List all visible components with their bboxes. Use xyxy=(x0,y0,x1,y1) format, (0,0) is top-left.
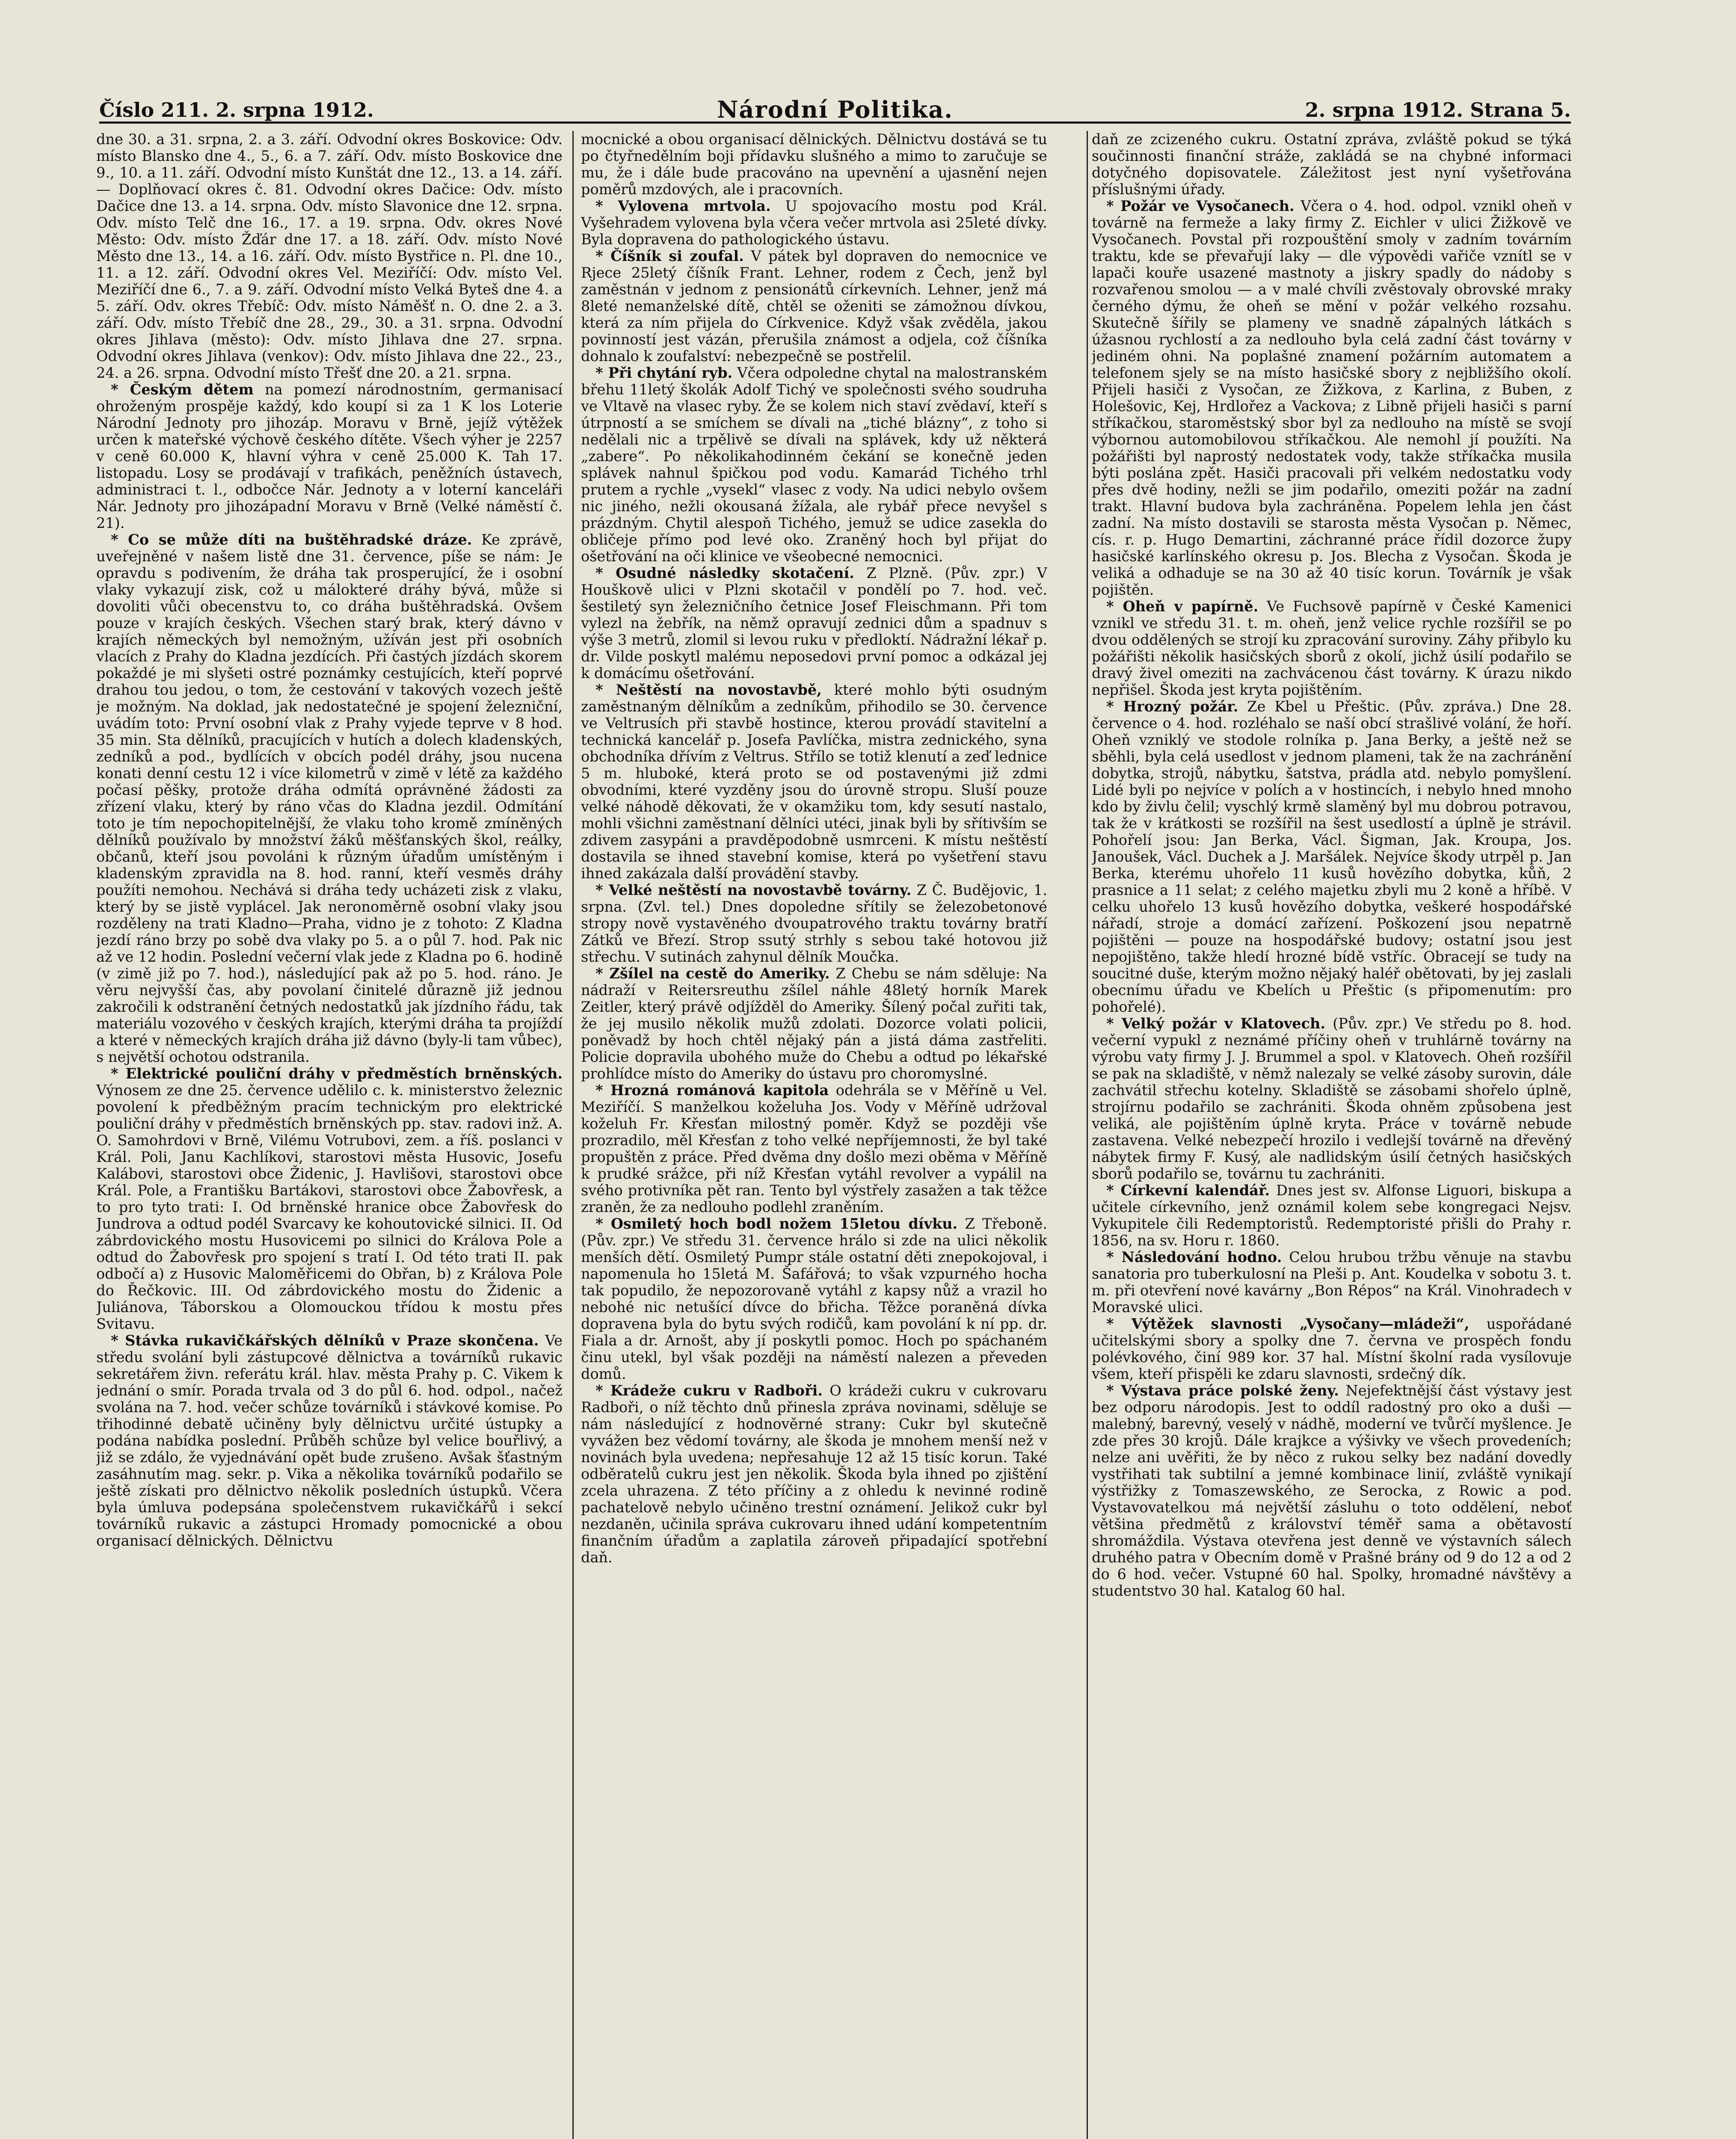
column-divider xyxy=(572,131,574,2139)
article-headline: * Požár ve Vysočanech. xyxy=(1106,198,1295,214)
article-paragraph xyxy=(581,131,1047,198)
article-paragraph xyxy=(581,364,1047,565)
article-headline: * Co se může díti na buštěhradské dráze. xyxy=(111,531,472,548)
article-text: Z Plzně. (Pův. zpr.) V Houškově ulici v Plzni skotačil v pondělí po 7. hod. več. šestiletý syn železničního četnice Josef Fleischmann. Při tom vylezl na žebřík, na němž opravují zednici dům a spadnuv s výše 3 metrů, zlomil si levou ruku v předloktí. Nádražní lékař p. dr. Vilde poskytl malému neposedovi první pomoc a odkázal jej k domácímu ošetřování. xyxy=(581,565,1047,681)
issue-number-date: Číslo 211. 2. srpna 1912. xyxy=(99,98,374,121)
article-text: Dnes jest sv. Alfonse Liguori, biskupa a učitele církevního, jenž oznámil kolem sebe kongregaci Nejsv. Vykupitele čili Redemptoristů. Redemptoristé přišli do Prahy r. 1856, na sv. Horu r. 1860. xyxy=(1092,1182,1572,1249)
article-paragraph xyxy=(1092,1315,1572,1382)
article-paragraph xyxy=(581,1382,1047,1566)
article-text: na pomezí národnostním, germanisací ohroženým prospěje každý, kdo koupí si za 1 K los Loterie Národní Jednoty pro jihozáp. Moravu v Brně, jejíž výtěžek určen k mateřské výchově českého dítěte. Všech výher je 2257 v ceně 60.000 K, hlavní výhra v ceně 25.000 K. Tah 17. listopadu. Losy se prodávají v trafikách, peněžních ústavech, administraci t. l., odbočce Nár. Jednoty a v loterní kanceláři Nár. Jednoty pro jihozápadní Moravu v Brně (Velké náměstí č. 21). xyxy=(96,381,563,531)
article-text: Z Č. Budějovic, 1. srpna. (Zvl. tel.) Dnes dopoledne sřítily se železobetonové stropy nově vystavěného dvoupatrového traktu továrny bratří Zátků ve Březí. Strop ssutý strhly s sebou také hotovou již střechu. V sutinách zahynul dělník Moučka. xyxy=(581,882,1047,965)
article-paragraph xyxy=(1092,698,1572,1015)
article-text: Ve středu svolání byli zástupcové dělnictva a továrníků rukavic sekretářem živn. referátu král. hlav. města Prahy p. C. Vikem k jednání o smír. Porada trvala od 3 do půl 6. hod. odpol., načež svolána na 7. hod. večer schůze továrníků i stávkové komise. Po třihodinné debatě učiněny byly dělnictvu určité ústupky a podána nabídka poslední. Průběh schůze byl velice bouřlivý, a již se zdálo, že vyjednávání opět bude zrušeno. Avšak šťastným zasáhnutím mag. sekr. p. Vika a několika továrníků podařilo se ještě získati pro dělnictvo několik posledních ústupků. Včera byla úmluva podepsána společenstvem rukavičkářů i sekcí továrníků rukavic a zástupci Hromady pomocnické a obou organisací dělnických. Dělnictvu xyxy=(96,1332,563,1549)
article-text: odehrála se v Měříně u Vel. Meziříčí. S manželkou koželuha Jos. Vody v Měříně udržoval koželuh Fr. Křesťan milostný poměr. Když se později vše prozradilo, měl Křesťan z toho velké nepříjemnosti, že byl také propuštěn z práce. Před dvěma dny došlo mezi oběma v Měříně k prudké srážce, při níž Křesťan vytáhl revolver a vypálil na svého protivníka pět ran. Tento byl výstřely zasažen a tak těžce zraněn, že za nedlouho podlehl zraněním. xyxy=(581,1082,1047,1215)
article-headline: * Velký požár v Klatovech. xyxy=(1106,1015,1326,1032)
article-paragraph xyxy=(581,565,1047,681)
article-text: daň ze zcizeného cukru. Ostatní zpráva, zvláště pokud se týká součinnosti finanční stráže, zakládá se na chybné informaci dotyčného dopisovatele. Záležitost jest nyní vyšetřována příslušnými úřady. xyxy=(1092,131,1572,198)
article-text: které mohlo býti osudným zaměstnaným dělníkům a zedníkům, přihodilo se 30. července ve Veltrusích při stavbě hostince, kterou provádí stavitelní a technická kancelář p. Josefa Pavlíčka, mistra zednického, syna obchodníka dřívím z Veltrus. Střílo se totiž klenutí a zeď lednice 5 m. hluboké, která proto se od postavenými již zdmi obvodními, které vyzděny jsou do úrovně stropu. Sluší pouze velké náhodě děkovati, že v okamžiku tom, kdy sesutí nastalo, mohli všichni zaměstnaní dělníci utéci, jinak byli by sřítivším se zdivem zasypáni a pravděpodobně usmrceni. K místu neštěstí dostavila se ihned stavební komise, která po vyšetření stavu ihned zakázala další provádění stavby. xyxy=(581,681,1047,882)
article-paragraph xyxy=(581,198,1047,248)
article-paragraph xyxy=(581,1215,1047,1382)
article-headline: * Osmiletý hoch bodl nožem 15letou dívku. xyxy=(595,1215,958,1232)
article-text: Ve Fuchsově papírně v České Kamenici vznikl ve středu 31. t. m. oheň, jenž velice rychle rozšířil se po dvou oddělených se strojí ku zpracování suroviny. Záhy přibylo ku požářišti několik hasičských sborů z okolí, jichž úsilí podařilo se dravý živel omeziti na zachvácenou část továrny. K úrazu nikdo nepřišel. Škoda jest kryta pojištěním. xyxy=(1092,598,1572,698)
article-headline: * Krádeže cukru v Radboři. xyxy=(595,1382,823,1399)
article-headline: * Následování hodno. xyxy=(1106,1249,1282,1265)
article-headline: * Elektrické pouliční dráhy v předměstích brněnských. xyxy=(111,1065,563,1082)
article-text: Z Třeboně. (Pův. zpr.) Ve středu 31. července hrálo si zde na ulici několik menších dětí. Osmiletý Pumpr stále ostatní děti znepokojoval, i napomenula ho 15letá M. Šafářová; to však vzpurného hocha tak popudilo, že nepozorovaně vytáhl z kapsy nůž a vrazil ho nebohé nic netušící dívce do břicha. Těžce poraněná dívka dopravena byla do bytu svých rodičů, kam povolání k ní pp. dr. Fiala a dr. Arnošt, aby jí poskytli pomoc. Hoch po spáchaném činu utekl, byl však později na náměstí nalezen a převeden domů. xyxy=(581,1215,1047,1382)
article-paragraph xyxy=(581,248,1047,364)
column-3 xyxy=(1092,131,1572,2139)
article-headline: * Stávka rukavičkářských dělníků v Praze skončena. xyxy=(111,1332,539,1349)
article-text: (Pův. zpr.) Ve středu po 8. hod. večerní vypukl z neznámé příčiny oheň v truhlárně továrny na výrobu vaty firmy J. J. Brummel a spol. v Klatovech. Oheň rozšířil se pak na skladiště, v němž nalezaly se velké zásoby surovin, dále zachvátil střechu kotelny. Skladiště se zásobami shořelo úplně, strojírnu podařilo se zachrániti. Škoda ohněm způsobena jest veliká, ale pojištěním úplně kryta. Práce v továrně nebude zastavena. Velké nebezpečí hrozilo i vedlejší továrně na dřevěný nábytek firmy F. Kusý, ale nadlidským úsilí četných hasičských sborů podařilo se, továrnu tu zachrániti. xyxy=(1092,1015,1572,1182)
article-paragraph xyxy=(1092,598,1572,698)
article-paragraph xyxy=(1092,198,1572,598)
article-text: Výnosem ze dne 25. července udělilo c. k. ministerstvo železnic povolení k předběžným pracím technickým pro elektrické pouliční dráhy v předměstích brněnských pp. stav. radovi inž. A. O. Samohrdovi v Brně, Vilému Votrubovi, zem. a říš. poslanci v Král. Poli, Janu Kachlíkovi, starostovi města Husovic, Josefu Kalábovi, starostovi obce Židenic, J. Havlišovi, starostovi obce Král. Pole, a Františku Bartákovi, starostovi obce Žabovřesk, a to pro tyto trati: I. Od brněnské hranice obce Žabovřesk do Jundrova a odtud podél Svarcavy ke kohoutovické silnici. II. Od zábrdovického mostu Husovicemi po silnici do Králova Pole a odtud do Žabovřesk pro spojení s tratí I. Od této trati II. pak odbočí a) z Husovic Maloměřicemi do Obřan, b) z Králova Pole do Řečkovic. III. Od zábrdovického mostu do Židenic a Juliánova, Táborskou a Olomouckou třídou k mostu přes Svitavu. xyxy=(96,1082,563,1332)
page-header xyxy=(99,95,1571,124)
article-text: Ke zprávě, uveřejněné v našem listě dne 31. července, píše se nám: Je opravdu s podivením, že dráha tak prosperující, že i osobní vlaky vykazují zisk, což u málokteré dráhy bývá, může si dovoliti vůči obecenstvu to, co dráha buštěhradská. Ovšem pouze v krajích českých. Všechen starý brak, který dávno v krajích německých byl nemožným, užíván jest při osobních vlacích z Prahy do Kladna jezdících. Při častých jízdách skorem pokaždé je mi slyšeti ostré poznámky cestujících, kteří poprvé drahou tou jedou, o tom, že cestování v takových vozech ještě je možným. Na doklad, jak nedostatečné je spojení železniční, uvádím toto: První osobní vlak z Prahy vyjede teprve v 8 hod. 35 min. Sta dělníků, pracujících v hutích a dolech kladenských, zedníků a pod., bydlících v obcích podél dráhy, jsou nucena konati denní cestu 12 i více kilometrů v zimě v létě za každého počasí pěšky, protože dráha odmítá oprávněné žádosti za zřízení vlaku, který by ráno včas do Kladna jezdil. Odmítání toto je tím nepochopitelnější, že vlaku toho kromě zmíněných dělníků používalo by množství žáků měšťanských škol, reálky, občanů, kteří jsou povoláni k různým úřadům umístěným i kladenským zpravidla na 8. hod. ranní, kteří vesměs dráhy použíti nemohou. Nechává si dráha tedy ucházeti zisk z vlaku, který by se jistě vyplácel. Jak neronoměrně osobní vlaky jsou rozděleny na trati Kladno—Praha, vidno je z tohoto: Z Kladna jezdí ráno brzy po sobě dva vlaky po 5. a o půl 7. hod. Pak nic až ve 12 hodin. Poslední večerní vlak jede z Kladna po 6. hodině (v zimě již po 7. hod.), následující pak až po 5. hod. ráno. Je věru nejvyšší čas, aby povolaní činitelé důrazně již jednou zakročili k odstranění četných nedostatků jak jízdního řádu, tak materiálu vozového v českých krajích, kterými dráha ta projíždí a které v německých krajích dráha již dávno (byly-li tam vůbec), s největší ochotou odstranila. xyxy=(96,531,563,1065)
article-headline: * Církevní kalendář. xyxy=(1106,1182,1270,1199)
article-paragraph xyxy=(1092,1249,1572,1315)
article-headline: * Vylovena mrtvola. xyxy=(595,198,771,214)
article-paragraph xyxy=(96,1065,563,1332)
article-text: Celou hrubou tržbu věnuje na stavbu sanatoria pro tuberkulosní na Pleši p. Ant. Koudelka v sobotu 3. t. m. při otevření nové kavárny „Bon Répos“ na Král. Vinohradech v Moravské ulici. xyxy=(1092,1249,1572,1315)
article-text: mocnické a obou organisací dělnických. Dělnictvu dostává se tu po čtyřnedělním boji přídavku slušného a mimo to zaručuje se mu, že i dále bude pracováno na upevnění a ujasnění nejen poměrů mzdových, ale i pracovních. xyxy=(581,131,1047,198)
column-divider xyxy=(1087,131,1088,2139)
article-paragraph xyxy=(96,1332,563,1549)
article-paragraph xyxy=(581,1082,1047,1215)
article-headline: * Číšník si zoufal. xyxy=(595,248,744,264)
article-paragraph xyxy=(581,681,1047,882)
article-headline: * Hrozný požár. xyxy=(1106,698,1238,715)
article-headline: * Neštěstí na novostavbě, xyxy=(595,681,822,698)
article-text: Ze Kbel u Přeštic. (Pův. zpráva.) Dne 28. července o 4. hod. rozléhalo se naší obcí strašlivé volání, že hoří. Oheň vzniklý ve stodole rolníka p. Jana Berky, a ještě než se sběhli, byla celá usedlost v jednom plameni, tak že na zachránění dobytka, strojů, nábytku, šatstva, prádla atd. nebylo pomyšlení. Lidé byli po nejvíce v polích a v hostincích, i nebylo hned mnoho kdo by živlu čelil; vyschlý krmě slaměný byl mu dobrou potravou, tak že v krátkosti se rozšířil na šest usedlostí a úplně je strávil. Pohořelí jsou: Jan Berka, Václ. Šigman, Jak. Kroupa, Jos. Janoušek, Václ. Duchek a J. Maršálek. Nejvíce škody utrpěl p. Jan Berka, kterému uhořelo 11 kusů hovězího dobytka, kůň, 2 prasnice a 11 selat; z celého majetku zbyli mu 2 koně a hříbě. V celku uhořelo 13 kusů hovězího dobytka, veškeré hospodářské nářadí, stroje a domácí zařízení. Poškození jsou nepatrně pojištěni — pouze na hospodářské budovy; ostatní jsou jest nepojištěno, takže hledí hrozné bídě vstříc. Obracejí se tudy na soucitné duše, kterým možno nějaký haléř obětovati, by jej zaslali obecnímu úřadu ve Kbelích u Přeštic (s připomenutím: pro pohořelé). xyxy=(1092,698,1572,1015)
article-text: Z Chebu se nám sděluje: Na nádraží v Reitersreuthu zšílel náhle 48letý horník Marek Zeitler, který právě odjížděl do Ameriky. Šílený počal zuřiti tak, že jej musilo několik mužů zdolati. Dozorce volati policii, poněvadž by hoch chtěl nějaký pán a jistá dáma zastřeliti. Policie dopravila ubohého muže do Chebu a odtud po lékařské prohlídce místo do Ameriky do ústavu pro choromyslné. xyxy=(581,965,1047,1082)
article-text: dne 30. a 31. srpna, 2. a 3. září. Odvodní okres Boskovice: Odv. místo Blansko dne 4., 5., 6. a 7. září. Odv. místo Boskovice dne 9., 10. a 11. září. Odvodní místo Kunštát dne 12., 13. a 14. září. — Doplňovací okres č. 81. Odvodní okres Dačice: Odv. místo Dačice dne 13. a 14. srpna. Odv. místo Slavonice dne 12. srpna. Odv. místo Telč dne 16., 17. a 19. srpna. Odv. okres Nové Město: Odv. místo Žďár dne 17. a 18. září. Odv. místo Nové Město dne 13., 14. a 16. září. Odv. místo Bystřice n. Pl. dne 10., 11. a 12. září. Odvodní okres Vel. Meziříčí: Odv. místo Vel. Meziříčí dne 6., 7. a 9. září. Odvodní místo Velká Byteš dne 4. a 5. září. Odv. okres Třebíč: Odv. místo Náměšť n. O. dne 2. a 3. září. Odv. místo Třebíč dne 28., 29., 30. a 31. srpna. Odvodní okres Jihlava (město): Odv. místo Jihlava dne 27. srpna. Odvodní okres Jihlava (venkov): Odv. místo Jihlava dne 22., 23., 24. a 26. srpna. Odvodní místo Třešť dne 20. a 21. srpna. xyxy=(96,131,563,381)
article-paragraph xyxy=(581,882,1047,965)
article-paragraph xyxy=(1092,1015,1572,1182)
date-page-number: 2. srpna 1912. Strana 5. xyxy=(1305,98,1571,121)
article-headline: * Výstava práce polské ženy. xyxy=(1106,1382,1339,1399)
article-headline: * Hrozná románová kapitola xyxy=(595,1082,829,1099)
article-text: Včera odpoledne chytal na malostranském břehu 11letý školák Adolf Tichý ve společnosti svého soudruha ve Vltavě na vlasec ryby. Že se kolem nich staví zvědaví, kteří s útrpností a se smíchem se dívali na „tiché blázny“, z toho si nedělali nic a trpělivě se dívali na splávek, kdy už některá „zabere“. Po několikahodinném čekání se konečně jeden splávek nahnul špičkou pod vodu. Kamarád Tichého trhl prutem a rychle „vysekl“ vlasec z vody. Na udici nebylo ovšem nic jiného, nežli okousaná žížala, ale rybář přece nevyšel s prázdným. Chytil alespoň Tichého, jemuž se udice zasekla do obličeje přímo pod levé oko. Zraněný hoch byl přijat do ošetřování na oči klinice ve všeobecné nemocnici. xyxy=(581,364,1047,565)
article-headline: * Českým dětem xyxy=(111,381,254,398)
article-text: uspořádané učitelskými sbory a spolky dne 7. června ve prospěch fondu polévkového, činí 989 kor. 37 hal. Místní školní rada vysílovuje všem, kteří přispěli ke zdaru slavnosti, srdečný dík. xyxy=(1092,1315,1572,1382)
article-headline: * Výtěžek slavnosti „Vysočany—mládeži“, xyxy=(1106,1315,1469,1332)
article-headline: * Při chytání ryb. xyxy=(595,364,733,381)
article-paragraph xyxy=(96,531,563,1065)
article-paragraph xyxy=(96,131,563,381)
article-text: Nejefektnější část výstavy jest bez odporu národopis. Jest to oddíl radostný pro oko a duši — malebný, barevný, veselý v nádhě, moderní ve tvůrčí myšlence. Je zde přes 30 krojů. Dále krajkce a výšivky ve všech provedeních; nelze ani uvěřiti, že by něco z rukou selky bez nadání dovedly vystřihati tak subtilní a jemné kombinace linií, zvláště vynikají výstřižky z Tomaszewského, ze Serocka, z Rowic a pod. Vystavovatelkou má největší zásluhu o toto oddělení, neboť většina předmětů z království téměř sama a obětavostí shromáždila. Výstava otevřena jest denně ve výstavních sálech druhého patra v Obecním domě v Prašné brány od 9 do 12 a od 2 do 6 hod. večer. Vstupné 60 hal. Spolky, hromadné návštěvy a studentstvo 30 hal. Katalog 60 hal. xyxy=(1092,1382,1572,1599)
article-paragraph xyxy=(96,381,563,531)
article-paragraph xyxy=(1092,1382,1572,1599)
column-2 xyxy=(581,131,1047,2139)
article-headline: * Zšílel na cestě do Ameriky. xyxy=(595,965,830,982)
article-text: Včera o 4. hod. odpol. vznikl oheň v továrně na fermeže a laky firmy Z. Eichler v ulici Žižkově ve Vysočanech. Povstal při rozpouštění smoly v zadním továrním traktu, kde se převařují laky — dle výpovědi vařiče vznítl se v lapači kouře usazené mastnoty a jiskry spadly do nádoby s rozvařenou smolou — a v malé chvíli zvěstovaly obrovské mraky černého dýmu, že oheň se mění v požár velkého rozsahu. Skutečně šířily se plameny ve snadně zápalných látkách s úžasnou rychlostí a za nedlouho byla celá zadní část továrny v jediném ohni. Na poplašné znamení požárním automatem a telefonem sjely se na místo hasičské sbory z nejbližšího okolí. Přijeli hasiči z Vysočan, ze Žižkova, z Karlina, z Buben, z Holešovic, Kej, Hrdlořez a Vackova; z Libně přijeli hasiči s parní stříkačkou, staroměstský sbor byl za nedlouho na místě se svojí výbornou automobilovou stříkačkou. Ale nemohl jí použíti. Na požářišti byl naprostý nedostatek vody, takže stříkačka musila býti poslána zpět. Hasiči pracovali při velkém nedostatku vody přes dvě hodiny, nežli se jim podařilo, omeziti požár na zadní trakt. Hlavní budova byla zachráněna. Popelem lehla jen část zadní. Na místo dostavili se starosta města Vysočan p. Němec, cís. r. p. Hugo Demartini, záchranné práce řídil dozorce župy hasičské karlínského okresu p. Jos. Blecha z Vysočan. Škoda je veliká a odhaduje se na 30 až 40 tisíc korun. Továrník je však pojištěn. xyxy=(1092,198,1572,598)
article-headline: * Velké neštěstí na novostavbě továrny. xyxy=(595,882,912,898)
article-text: O krádeži cukru v cukrovaru Radboři, o níž těchto dnů přinesla zpráva novinami, sděluje se nám následující z hodnověrné strany: Cukr byl skutečně vyvážen bez vědomí továrny, ale škoda je mnohem menší než v novinách byla uvedena; nepřesahuje 12 až 15 tisíc korun. Také odběratelů cukru jest jen několik. Škoda byla ihned po zjištění zcela uhrazena. Z této příčiny a z ohledu k nevinné rodině pachatelově nebylo učiněno trestní oznámení. Jelikož cukr byl nezdaněn, učinila správa cukrovaru ihned udání kompetentním finančním úřadům a zaplatila zároveň připadající spotřební daň. xyxy=(581,1382,1047,1566)
article-headline: * Osudné následky skotačení. xyxy=(595,565,854,581)
article-paragraph xyxy=(1092,131,1572,198)
newspaper-title: Národní Politika. xyxy=(717,96,953,123)
article-headline: * Oheň v papírně. xyxy=(1106,598,1259,615)
column-1 xyxy=(96,131,563,2139)
article-paragraph xyxy=(1092,1182,1572,1249)
article-text: U spojovacího mostu pod Král. Vyšehradem vylovena byla včera večer mrtvola asi 25leté dívky. Byla dopravena do pathologického ústavu. xyxy=(581,198,1047,248)
article-paragraph xyxy=(581,965,1047,1082)
article-text: V pátek byl dopraven do nemocnice ve Rjece 25letý číšník Frant. Lehner, rodem z Čech, jenž byl zaměstnán v jednom z pensionátů církevních. Lehner, jenž má 8leté nemanželské dítě, chtěl se oženiti se zámožnou dívkou, která za ním přijela do Církvenice. Když však zvěděla, jakou povinností jest vázán, přerušila známost a odjela, což číšníka dohnalo k zoufalství: nebezpečně se postřelil. xyxy=(581,248,1047,364)
